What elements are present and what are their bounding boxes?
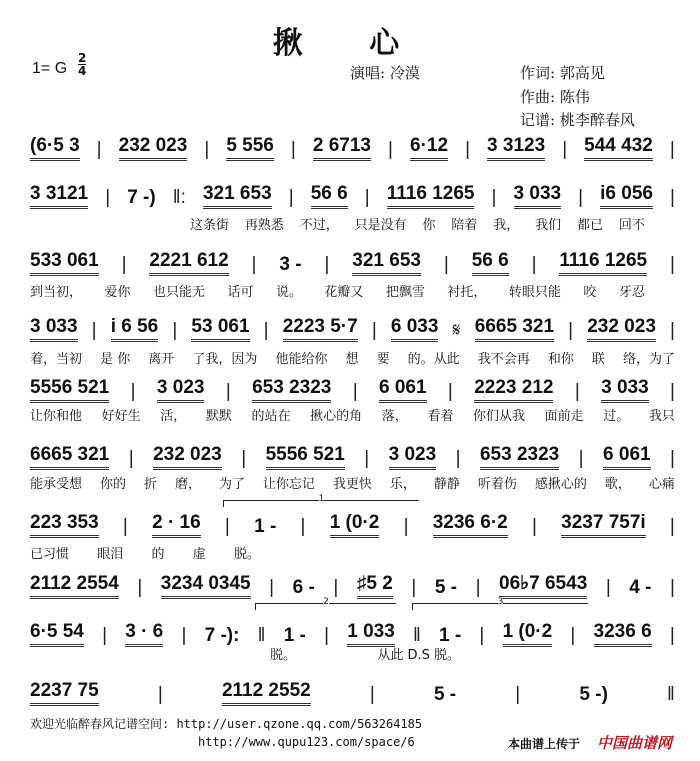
lyric-segment: 联 <box>591 352 605 367</box>
barline: | <box>515 684 521 705</box>
notation-row <box>30 512 675 538</box>
note-group: 3 - <box>279 254 302 275</box>
lyric-segment: 从此 D.S 脱。 <box>377 648 460 663</box>
note-group: 2221 612 <box>149 250 228 276</box>
lyric-segment: 揪心的角 <box>310 409 363 424</box>
barline: | <box>102 625 108 646</box>
note-group: 5 -) <box>579 684 608 705</box>
note-group: 6 061 <box>379 377 427 403</box>
note-group: 653 2323 <box>480 444 559 470</box>
barline: | <box>324 625 330 646</box>
song-title: 揪 心 <box>272 26 428 61</box>
lyric-segment: 心痛 <box>648 477 675 492</box>
note-group: 5556 521 <box>266 444 345 470</box>
note-group: 2112 2554 <box>30 573 119 599</box>
note-group: 3234 0345 <box>161 573 251 599</box>
lyric-segment: 我， <box>493 218 520 233</box>
barline: | <box>570 625 576 646</box>
note-group: 1 - <box>254 516 277 537</box>
lyric-segment: 只是没有 <box>354 218 407 233</box>
singer: 演唱: 冷漠 <box>350 64 420 82</box>
note-group: 6 - <box>292 577 315 598</box>
barline: | <box>333 577 339 598</box>
note-group: 1116 1265 <box>559 250 647 276</box>
notation-row <box>30 377 675 403</box>
notation-row <box>30 250 675 276</box>
barline: ‖ <box>412 625 421 646</box>
note-group: 3 033 <box>514 183 562 209</box>
barline: | <box>364 448 370 469</box>
volta-2 <box>255 597 396 610</box>
time-signature <box>78 52 86 77</box>
note-group: 1 - <box>439 625 462 646</box>
lyric-segment: 回不 <box>618 218 645 233</box>
lyric-segment: 虚 <box>192 547 206 562</box>
note-group: 3 023 <box>389 444 437 470</box>
time-top: 2 <box>78 51 87 65</box>
volta-3 <box>412 597 588 610</box>
note-group: 5556 521 <box>30 377 109 403</box>
note-group: 5 - <box>433 684 457 705</box>
note-group: 3237 757i <box>561 512 646 538</box>
lyric-segment: 的 <box>151 547 165 562</box>
barline: | <box>288 187 294 208</box>
barline: | <box>411 577 417 598</box>
notation-row <box>30 572 675 599</box>
note-group: i 6 56 <box>111 316 159 342</box>
lyric-segment: 说。 <box>275 285 302 300</box>
lyric-segment: 磨， <box>174 477 201 492</box>
barline: | <box>465 139 470 160</box>
lyric-segment: 落， <box>381 409 408 424</box>
note-group: 544 432 <box>584 135 653 161</box>
lyricist: 作词: 郭高见 <box>520 64 605 82</box>
lyric-segment: 过。 <box>603 409 630 424</box>
lyric-segment: 脱。 <box>270 648 297 663</box>
barline: | <box>225 381 231 402</box>
note-group: 7 -) <box>127 187 156 208</box>
barline: | <box>157 684 163 705</box>
lyric-segment: 我们 <box>535 218 562 233</box>
lyrics-row <box>30 281 645 300</box>
note-group: 3236 6 <box>594 621 652 647</box>
barline: | <box>137 577 143 598</box>
lyric-segment: 着，当初 <box>30 352 83 367</box>
barline: | <box>669 516 675 537</box>
note-group: 3 · 6 <box>125 621 163 647</box>
note-group: 1 (0·2 <box>330 512 380 538</box>
lyric-segment: 活， <box>160 409 187 424</box>
lyric-segment: 让你忘记 <box>262 477 315 492</box>
lyric-segment: 花瓣又 <box>324 285 364 300</box>
barline: | <box>91 320 97 341</box>
barline: 𝄋 <box>452 320 461 341</box>
lyric-segment: 已习惯 <box>30 547 70 562</box>
lyric-segment: 咬 <box>583 285 597 300</box>
barline: | <box>447 381 453 402</box>
volta-1-label: 1 <box>318 494 325 504</box>
note-group: 3 023 <box>157 377 205 403</box>
barline: | <box>670 187 675 208</box>
note-group: 653 2323 <box>252 377 331 403</box>
barline: | <box>669 139 675 160</box>
barline: | <box>204 139 210 160</box>
barline: | <box>670 320 675 341</box>
notation-row <box>30 135 675 161</box>
volta-2-label: 2 <box>323 597 329 607</box>
note-group: 2237 75 <box>30 680 99 706</box>
lyric-segment: 看着 <box>427 409 454 424</box>
note-group: 232 023 <box>119 135 188 161</box>
barline: | <box>96 139 102 160</box>
lyric-segment: 了我，因为 <box>192 352 258 367</box>
note-group: 6665 321 <box>30 444 109 470</box>
notation-row <box>30 183 675 209</box>
lyric-segment: 能承受想 <box>30 477 83 492</box>
lyric-segment: 要 <box>376 352 390 367</box>
note-group: 1 (0·2 <box>503 621 553 647</box>
notation-row <box>30 316 675 342</box>
lyrics-row <box>270 644 460 663</box>
lyric-segment: 好好生 <box>101 409 141 424</box>
lyric-segment: 你们从我 <box>473 409 526 424</box>
note-group: 7 -): <box>204 625 240 646</box>
barline: ‖ <box>257 625 266 646</box>
barline: | <box>669 625 675 646</box>
lyrics-row <box>30 473 675 492</box>
lyric-segment: 的。从此 <box>407 352 460 367</box>
barline: | <box>475 577 481 598</box>
barline: | <box>578 187 584 208</box>
barline: | <box>479 625 485 646</box>
note-group: 1 033 <box>347 621 395 647</box>
lyric-segment: 陪着 <box>451 218 478 233</box>
notation-row <box>30 680 675 706</box>
lyric-segment: 面前走 <box>544 409 584 424</box>
lyric-segment: 的站在 <box>251 409 291 424</box>
barline: | <box>605 577 611 598</box>
volta-1 <box>223 494 419 507</box>
lyric-segment: 感揪心的 <box>534 477 587 492</box>
barline: | <box>531 516 537 537</box>
barline: | <box>128 448 134 469</box>
barline: | <box>562 139 568 160</box>
barline: | <box>269 577 275 598</box>
note-group: 3 3121 <box>30 183 88 209</box>
lyric-segment: 络，为了 <box>622 352 675 367</box>
barline: | <box>290 139 296 160</box>
lyrics-row <box>30 348 675 367</box>
barline: | <box>574 381 580 402</box>
note-group: 3 033 <box>601 377 649 403</box>
barline: | <box>670 254 675 275</box>
barline: | <box>122 516 128 537</box>
barline: | <box>263 320 269 341</box>
note-group: 5 556 <box>226 135 274 161</box>
note-group: 6 033 <box>391 316 439 342</box>
barline: | <box>181 625 187 646</box>
barline: | <box>352 381 358 402</box>
note-group: 2 6713 <box>313 135 371 161</box>
footer-line-2: http://www.qupu123.com/space/6 <box>198 735 415 749</box>
barline: | <box>568 320 574 341</box>
time-bottom: 4 <box>78 64 87 78</box>
barline: | <box>455 448 461 469</box>
lyric-segment: 不过， <box>299 218 339 233</box>
lyric-segment: 脱。 <box>233 547 260 562</box>
barline: ‖ <box>667 684 675 705</box>
lyric-segment: 眼泪 <box>97 547 124 562</box>
barline: | <box>172 320 178 341</box>
lyrics-row <box>190 214 645 233</box>
lyric-segment: 转眼只能 <box>508 285 561 300</box>
lyric-segment: 他能给你 <box>275 352 328 367</box>
barline: | <box>403 516 409 537</box>
note-group: 321 653 <box>352 250 421 276</box>
lyric-segment: 也只能无 <box>152 285 205 300</box>
lyric-segment: 想 <box>345 352 359 367</box>
barline: | <box>443 254 449 275</box>
note-group: 1 - <box>283 625 306 646</box>
composer: 作曲: 陈伟 <box>520 88 590 106</box>
site-logo: 中国曲谱网 <box>597 734 673 752</box>
lyric-segment: 歌， <box>604 477 631 492</box>
barline: | <box>369 684 375 705</box>
note-group: 06♭7 6543 <box>499 572 587 599</box>
note-group: 223 353 <box>30 512 99 538</box>
barline: | <box>364 187 370 208</box>
note-group: 533 061 <box>30 250 99 276</box>
lyric-segment: 默默 <box>205 409 232 424</box>
note-group: 56 6 <box>311 183 348 209</box>
lyric-segment: 静静 <box>433 477 460 492</box>
note-group: ♯5 2 <box>357 573 393 599</box>
note-group: 3236 6·2 <box>433 512 508 538</box>
barline: | <box>670 381 675 402</box>
volta-3-label: 3 <box>497 597 504 607</box>
lyric-segment: 我只 <box>648 409 675 424</box>
note-group: i6 056 <box>600 183 653 209</box>
barline: | <box>388 139 393 160</box>
note-group: 3 3123 <box>487 135 545 161</box>
note-group: 6665 321 <box>475 316 554 342</box>
lyrics-row <box>30 543 260 562</box>
lyric-segment: 爱你 <box>104 285 131 300</box>
barline: | <box>105 187 111 208</box>
note-group: 321 653 <box>203 183 272 209</box>
note-group: 53 061 <box>191 316 249 342</box>
note-group: 6·5 54 <box>30 621 84 647</box>
lyric-segment: 这条街 <box>190 218 230 233</box>
transcriber: 记谱: 桃李醉春风 <box>520 111 635 129</box>
lyric-segment: 我更快 <box>332 477 372 492</box>
barline: | <box>224 516 230 537</box>
barline: | <box>371 320 377 341</box>
footer-line-1: 欢迎光临醉春风记谱空间: http://user.qzone.qq.com/563264185 <box>30 717 423 731</box>
barline: | <box>121 254 127 275</box>
note-group: 6·12 <box>410 135 448 161</box>
lyric-segment: 把飘雪 <box>385 285 425 300</box>
note-group: 3 033 <box>30 316 78 342</box>
lyric-segment: 听着伤 <box>477 477 517 492</box>
lyric-segment: 是 你 <box>100 352 131 367</box>
barline: | <box>670 577 675 598</box>
note-group: 56 6 <box>472 250 509 276</box>
barline: | <box>578 448 584 469</box>
note-group: 4 - <box>629 577 652 598</box>
barline: | <box>300 516 306 537</box>
barline: | <box>130 381 136 402</box>
barline: | <box>251 254 257 275</box>
note-group: 1116 1265 <box>387 183 475 209</box>
upload-note: 本曲谱上传于 <box>508 737 581 751</box>
lyric-segment: 再熟悉 <box>244 218 284 233</box>
lyric-segment: 到当初， <box>30 285 83 300</box>
lyric-segment: 都已 <box>577 218 604 233</box>
barline: ‖: <box>172 187 186 208</box>
lyric-segment: 你的 <box>99 477 126 492</box>
lyric-segment: 为了 <box>218 477 245 492</box>
lyric-segment: 和你 <box>547 352 574 367</box>
lyric-segment: 折 <box>143 477 157 492</box>
barline: | <box>324 254 330 275</box>
lyric-segment: 你 <box>422 218 436 233</box>
note-group: 232 023 <box>587 316 656 342</box>
note-group: 2223 5·7 <box>283 316 358 342</box>
barline: | <box>241 448 247 469</box>
note-group: 232 023 <box>153 444 222 470</box>
lyric-segment: 让你和他 <box>30 409 83 424</box>
lyric-segment: 我不会再 <box>477 352 530 367</box>
barline: | <box>491 187 497 208</box>
key-signature: 1= G <box>32 60 68 77</box>
lyric-segment: 衬托， <box>447 285 487 300</box>
barline: | <box>670 448 675 469</box>
note-group: 2223 212 <box>474 377 553 403</box>
note-group: (6·5 3 <box>30 135 80 161</box>
note-group: 6 061 <box>603 444 651 470</box>
notation-row <box>30 444 675 470</box>
note-group: 2 · 16 <box>152 512 201 538</box>
barline: | <box>531 254 537 275</box>
note-group: 2112 2552 <box>222 680 311 706</box>
lyric-segment: 乐， <box>389 477 416 492</box>
lyric-segment: 牙忍 <box>618 285 645 300</box>
lyric-segment: 离开 <box>148 352 175 367</box>
lyrics-row <box>30 405 675 424</box>
lyric-segment: 话可 <box>227 285 254 300</box>
note-group: 5 - <box>434 577 458 598</box>
